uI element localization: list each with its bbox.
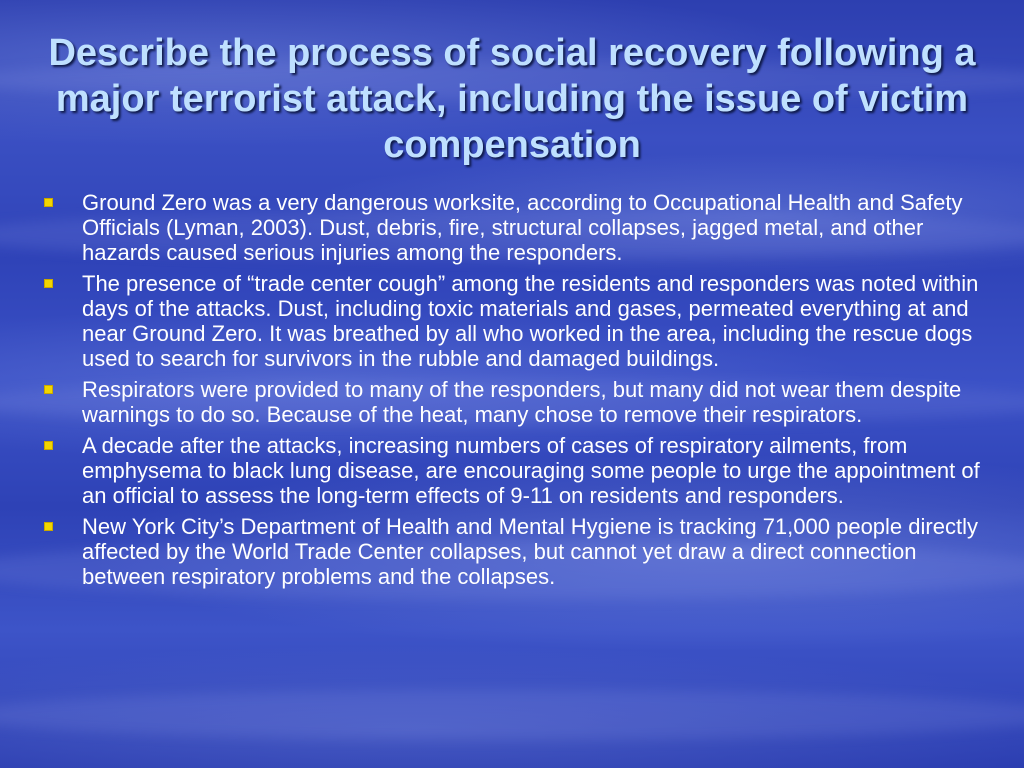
square-bullet-icon — [44, 279, 53, 288]
square-bullet-icon — [44, 522, 53, 531]
bullet-list — [44, 190, 984, 595]
bullet-item — [44, 433, 984, 508]
bullet-text: A decade after the attacks, increasing numbers of cases of respiratory ailments, from emphysema to black lung disease, are encouraging some people to urge the appointment of an official to assess the long-term effects of 9-11 on residents and responders. — [82, 433, 980, 508]
bullet-text: Respirators were provided to many of the responders, but many did not wear them despite warnings to do so. Because of the heat, many chose to remove their respirators. — [82, 377, 962, 427]
bullet-item — [44, 377, 984, 427]
bullet-item — [44, 271, 984, 371]
bullet-item — [44, 190, 984, 265]
bullet-text: New York City’s Department of Health and Mental Hygiene is tracking 71,000 people directly affected by the World Trade Center collapses, but cannot yet draw a direct connection between respiratory problems and the collapses. — [82, 514, 978, 589]
bullet-item — [44, 514, 984, 589]
slide-title: Describe the process of social recovery following a major terrorist attack, including the issue of victim compensation — [48, 32, 976, 166]
bullet-text: Ground Zero was a very dangerous worksite, according to Occupational Health and Safety Officials (Lyman, 2003). Dust, debris, fire, structural collapses, jagged metal, and other hazards caused serious injuries among the responders. — [82, 190, 963, 265]
background-wave — [0, 690, 1024, 740]
bullet-text: The presence of “trade center cough” among the residents and responders was noted within days of the attacks. Dust, including toxic materials and gases, permeated everything at and near Ground Zero. It was breathed by all who worked in the area, including the rescue dogs used to search for survivors in the rubble and damaged buildings. — [82, 271, 979, 371]
square-bullet-icon — [44, 198, 53, 207]
square-bullet-icon — [44, 385, 53, 394]
square-bullet-icon — [44, 441, 53, 450]
